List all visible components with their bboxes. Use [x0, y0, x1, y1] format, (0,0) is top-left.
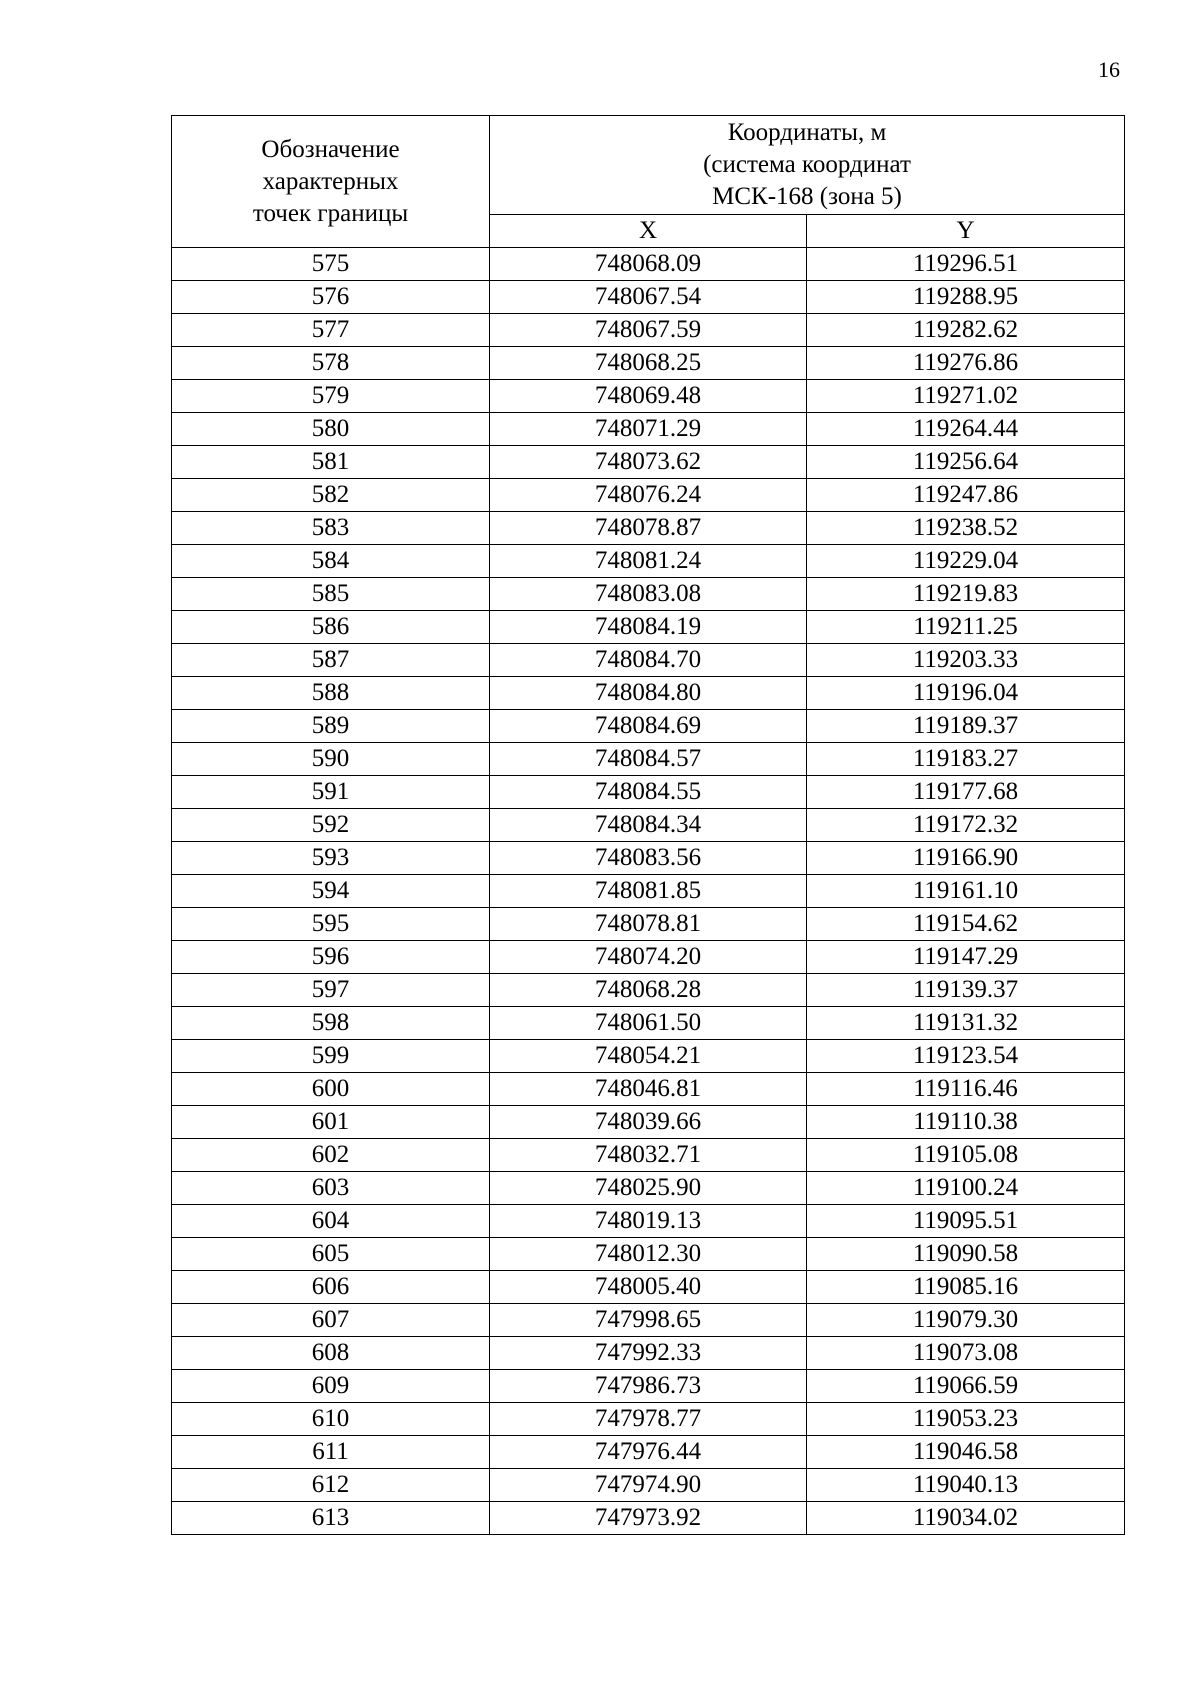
- point-cell: 612: [172, 1469, 490, 1502]
- table-row: [172, 941, 1125, 974]
- point-cell: 594: [172, 875, 490, 908]
- point-cell: 604: [172, 1205, 490, 1238]
- y-coordinate-cell: 119095.51: [807, 1205, 1125, 1238]
- point-cell: 611: [172, 1436, 490, 1469]
- y-coordinate-cell: 119046.58: [807, 1436, 1125, 1469]
- table-row: [172, 1469, 1125, 1502]
- x-coordinate-cell: 748039.66: [490, 1106, 807, 1139]
- table-row: [172, 1502, 1125, 1535]
- point-cell: 601: [172, 1106, 490, 1139]
- table-row: [172, 1139, 1125, 1172]
- table-row: [172, 1073, 1125, 1106]
- y-coordinate-cell: 119276.86: [807, 347, 1125, 380]
- point-cell: 591: [172, 776, 490, 809]
- table-row: [172, 545, 1125, 578]
- table-row: [172, 1106, 1125, 1139]
- x-coordinate-cell: 747976.44: [490, 1436, 807, 1469]
- table-row: [172, 1370, 1125, 1403]
- table-row: [172, 347, 1125, 380]
- table-row: [172, 974, 1125, 1007]
- y-coordinate-cell: 119085.16: [807, 1271, 1125, 1304]
- x-coordinate-cell: 748084.80: [490, 677, 807, 710]
- y-coordinate-cell: 119053.23: [807, 1403, 1125, 1436]
- y-coordinate-cell: 119040.13: [807, 1469, 1125, 1502]
- x-coordinate-cell: 747973.92: [490, 1502, 807, 1535]
- table-row: [172, 743, 1125, 776]
- table-row: [172, 776, 1125, 809]
- table-row: [172, 578, 1125, 611]
- y-coordinate-cell: 119203.33: [807, 644, 1125, 677]
- coordinates-table: [171, 115, 1125, 1535]
- y-coordinate-cell: 119219.83: [807, 578, 1125, 611]
- y-coordinate-cell: 119154.62: [807, 908, 1125, 941]
- table-row: [172, 1007, 1125, 1040]
- y-coordinate-cell: 119288.95: [807, 281, 1125, 314]
- x-coordinate-cell: 748071.29: [490, 413, 807, 446]
- point-cell: 608: [172, 1337, 490, 1370]
- table-row: [172, 248, 1125, 281]
- y-coordinate-cell: 119247.86: [807, 479, 1125, 512]
- table-row: [172, 611, 1125, 644]
- table-row: [172, 512, 1125, 545]
- x-coordinate-cell: 748046.81: [490, 1073, 807, 1106]
- x-coordinate-cell: 747986.73: [490, 1370, 807, 1403]
- table-row: [172, 314, 1125, 347]
- point-cell: 585: [172, 578, 490, 611]
- point-header-line-2: характерных: [262, 167, 399, 195]
- table-row: [172, 1040, 1125, 1073]
- point-cell: 603: [172, 1172, 490, 1205]
- point-cell: 607: [172, 1304, 490, 1337]
- x-coordinate-cell: 748025.90: [490, 1172, 807, 1205]
- point-cell: 597: [172, 974, 490, 1007]
- table-row: [172, 710, 1125, 743]
- y-coordinate-cell: 119073.08: [807, 1337, 1125, 1370]
- coords-header-line-2: (система координат: [703, 151, 911, 178]
- point-cell: 576: [172, 281, 490, 314]
- point-cell: 588: [172, 677, 490, 710]
- table-body: [172, 248, 1125, 1535]
- x-coordinate-cell: 747992.33: [490, 1337, 807, 1370]
- y-coordinate-cell: 119238.52: [807, 512, 1125, 545]
- point-cell: 587: [172, 644, 490, 677]
- y-coordinate-cell: 119211.25: [807, 611, 1125, 644]
- x-coordinate-cell: 748054.21: [490, 1040, 807, 1073]
- point-cell: 596: [172, 941, 490, 974]
- y-column-header: Y: [807, 215, 1125, 248]
- x-coordinate-cell: 748067.59: [490, 314, 807, 347]
- y-coordinate-cell: 119196.04: [807, 677, 1125, 710]
- table-row: [172, 1304, 1125, 1337]
- x-coordinate-cell: 748078.81: [490, 908, 807, 941]
- x-coordinate-cell: 748084.57: [490, 743, 807, 776]
- point-cell: 613: [172, 1502, 490, 1535]
- y-coordinate-cell: 119256.64: [807, 446, 1125, 479]
- point-cell: 583: [172, 512, 490, 545]
- x-coordinate-cell: 748078.87: [490, 512, 807, 545]
- table-row: [172, 1238, 1125, 1271]
- table-header: [172, 116, 1125, 248]
- x-coordinate-cell: 748012.30: [490, 1238, 807, 1271]
- table-row: [172, 677, 1125, 710]
- x-coordinate-cell: 748084.70: [490, 644, 807, 677]
- point-cell: 580: [172, 413, 490, 446]
- x-coordinate-cell: 747974.90: [490, 1469, 807, 1502]
- point-cell: 593: [172, 842, 490, 875]
- y-coordinate-cell: 119079.30: [807, 1304, 1125, 1337]
- point-cell: 606: [172, 1271, 490, 1304]
- y-coordinate-cell: 119161.10: [807, 875, 1125, 908]
- x-coordinate-cell: 748081.85: [490, 875, 807, 908]
- point-cell: 592: [172, 809, 490, 842]
- y-coordinate-cell: 119189.37: [807, 710, 1125, 743]
- point-cell: 582: [172, 479, 490, 512]
- coords-header-line-3: МСК-168 (зона 5): [712, 183, 902, 210]
- point-header-line-3: точек границы: [252, 199, 409, 227]
- x-coordinate-cell: 748068.25: [490, 347, 807, 380]
- y-coordinate-cell: 119034.02: [807, 1502, 1125, 1535]
- x-coordinate-cell: 748083.08: [490, 578, 807, 611]
- table-row: [172, 1172, 1125, 1205]
- x-coordinate-cell: 748032.71: [490, 1139, 807, 1172]
- x-coordinate-cell: 748073.62: [490, 446, 807, 479]
- table-row: [172, 446, 1125, 479]
- point-cell: 589: [172, 710, 490, 743]
- point-designation-header: [172, 116, 490, 248]
- y-coordinate-cell: 119271.02: [807, 380, 1125, 413]
- point-cell: 595: [172, 908, 490, 941]
- x-coordinate-cell: 748084.19: [490, 611, 807, 644]
- y-coordinate-cell: 119166.90: [807, 842, 1125, 875]
- point-cell: 600: [172, 1073, 490, 1106]
- table-row: [172, 908, 1125, 941]
- x-coordinate-cell: 748084.69: [490, 710, 807, 743]
- table-row: [172, 380, 1125, 413]
- y-coordinate-cell: 119066.59: [807, 1370, 1125, 1403]
- y-coordinate-cell: 119172.32: [807, 809, 1125, 842]
- point-cell: 579: [172, 380, 490, 413]
- y-coordinate-cell: 119090.58: [807, 1238, 1125, 1271]
- table-row: [172, 1337, 1125, 1370]
- point-cell: 575: [172, 248, 490, 281]
- point-cell: 605: [172, 1238, 490, 1271]
- x-coordinate-cell: 748083.56: [490, 842, 807, 875]
- table-row: [172, 1436, 1125, 1469]
- point-cell: 578: [172, 347, 490, 380]
- table-row: [172, 413, 1125, 446]
- table-row: [172, 281, 1125, 314]
- x-coordinate-cell: 748005.40: [490, 1271, 807, 1304]
- point-cell: 602: [172, 1139, 490, 1172]
- x-coordinate-cell: 748061.50: [490, 1007, 807, 1040]
- x-coordinate-cell: 748067.54: [490, 281, 807, 314]
- y-coordinate-cell: 119264.44: [807, 413, 1125, 446]
- table-row: [172, 842, 1125, 875]
- x-coordinate-cell: 747978.77: [490, 1403, 807, 1436]
- y-coordinate-cell: 119147.29: [807, 941, 1125, 974]
- y-coordinate-cell: 119229.04: [807, 545, 1125, 578]
- x-coordinate-cell: 747998.65: [490, 1304, 807, 1337]
- coordinates-group-header: [490, 116, 1125, 215]
- point-cell: 590: [172, 743, 490, 776]
- x-coordinate-cell: 748069.48: [490, 380, 807, 413]
- x-coordinate-cell: 748081.24: [490, 545, 807, 578]
- y-coordinate-cell: 119131.32: [807, 1007, 1125, 1040]
- y-coordinate-cell: 119123.54: [807, 1040, 1125, 1073]
- y-coordinate-cell: 119105.08: [807, 1139, 1125, 1172]
- x-coordinate-cell: 748084.34: [490, 809, 807, 842]
- point-cell: 599: [172, 1040, 490, 1073]
- x-coordinate-cell: 748074.20: [490, 941, 807, 974]
- page-number: 16: [1098, 57, 1120, 82]
- y-coordinate-cell: 119139.37: [807, 974, 1125, 1007]
- table-row: [172, 479, 1125, 512]
- table-row: [172, 644, 1125, 677]
- table-row: [172, 1271, 1125, 1304]
- point-cell: 609: [172, 1370, 490, 1403]
- y-coordinate-cell: 119183.27: [807, 743, 1125, 776]
- x-coordinate-cell: 748084.55: [490, 776, 807, 809]
- y-coordinate-cell: 119282.62: [807, 314, 1125, 347]
- y-coordinate-cell: 119116.46: [807, 1073, 1125, 1106]
- point-cell: 598: [172, 1007, 490, 1040]
- y-coordinate-cell: 119296.51: [807, 248, 1125, 281]
- point-cell: 610: [172, 1403, 490, 1436]
- y-coordinate-cell: 119110.38: [807, 1106, 1125, 1139]
- point-cell: 577: [172, 314, 490, 347]
- table-row: [172, 1205, 1125, 1238]
- x-coordinate-cell: 748019.13: [490, 1205, 807, 1238]
- table-row: [172, 1403, 1125, 1436]
- x-coordinate-cell: 748068.09: [490, 248, 807, 281]
- x-coordinate-cell: 748068.28: [490, 974, 807, 1007]
- point-cell: 586: [172, 611, 490, 644]
- table-row: [172, 875, 1125, 908]
- point-cell: 581: [172, 446, 490, 479]
- y-coordinate-cell: 119177.68: [807, 776, 1125, 809]
- coords-header-line-1: Координаты, м: [727, 119, 887, 146]
- x-coordinate-cell: 748076.24: [490, 479, 807, 512]
- point-cell: 584: [172, 545, 490, 578]
- y-coordinate-cell: 119100.24: [807, 1172, 1125, 1205]
- x-column-header: X: [490, 215, 807, 248]
- table-row: [172, 809, 1125, 842]
- point-header-line-1: Обозначение: [261, 135, 400, 163]
